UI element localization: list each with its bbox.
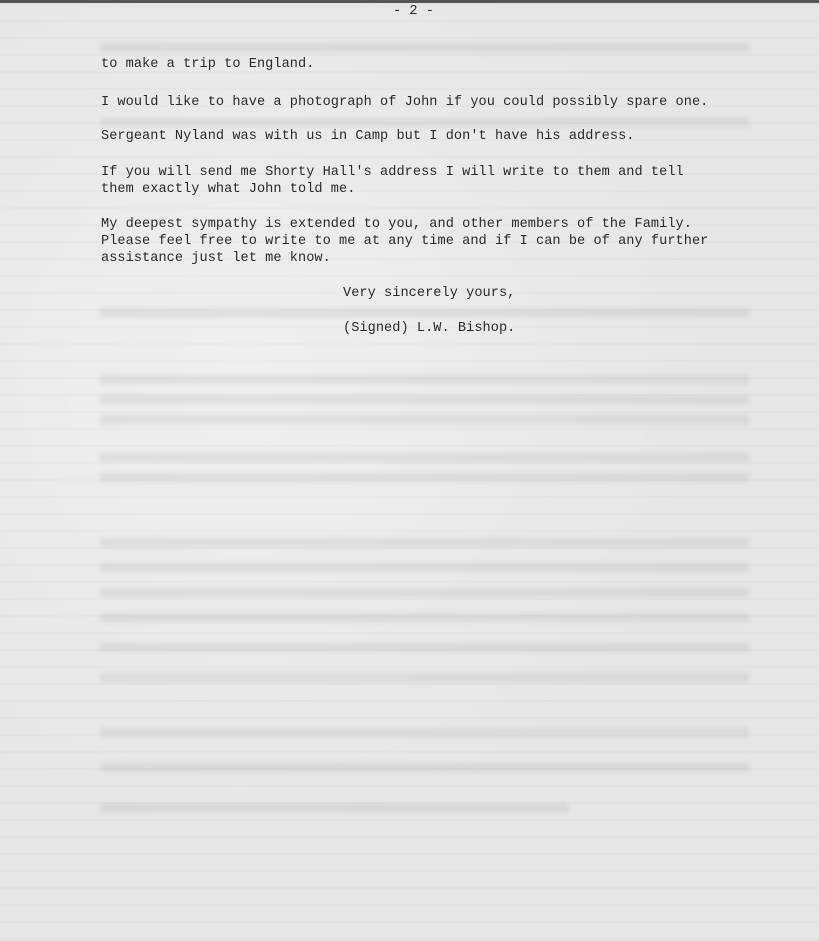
- bleed-through: [100, 415, 749, 424]
- bleed-through: [100, 673, 749, 682]
- bleed-through: [100, 308, 749, 317]
- bleed-through: [100, 728, 749, 737]
- bleed-through: [100, 118, 749, 127]
- page-number: - 2 -: [393, 4, 435, 19]
- bleed-through: [100, 473, 749, 482]
- paragraph-line: If you will send me Shorty Hall's address I will write to them and tell: [101, 165, 684, 180]
- paragraph-line: I would like to have a photograph of John if you could possibly spare one.: [101, 95, 709, 110]
- bleed-through: [100, 763, 749, 772]
- closing: Very sincerely yours,: [343, 286, 516, 301]
- bleed-through: [100, 643, 749, 652]
- bleed-through: [100, 803, 569, 812]
- bleed-through: [100, 375, 749, 384]
- paragraph-line: to make a trip to England.: [101, 57, 315, 72]
- paragraph-line: My deepest sympathy is extended to you, and other members of the Family.: [101, 217, 692, 232]
- paragraph-line: them exactly what John told me.: [101, 182, 356, 197]
- bleed-through: [100, 538, 749, 547]
- bleed-through: [100, 43, 749, 52]
- bleed-through: [100, 563, 749, 572]
- bleed-through: [100, 395, 749, 404]
- bleed-through: [100, 613, 749, 622]
- bleed-through: [100, 588, 749, 597]
- paragraph-line: Sergeant Nyland was with us in Camp but I don't have his address.: [101, 129, 635, 144]
- paragraph-line: assistance just let me know.: [101, 251, 331, 266]
- bleed-through: [100, 453, 749, 462]
- paragraph-line: Please feel free to write to me at any time and if I can be of any further: [101, 234, 709, 249]
- signature: (Signed) L.W. Bishop.: [343, 321, 516, 336]
